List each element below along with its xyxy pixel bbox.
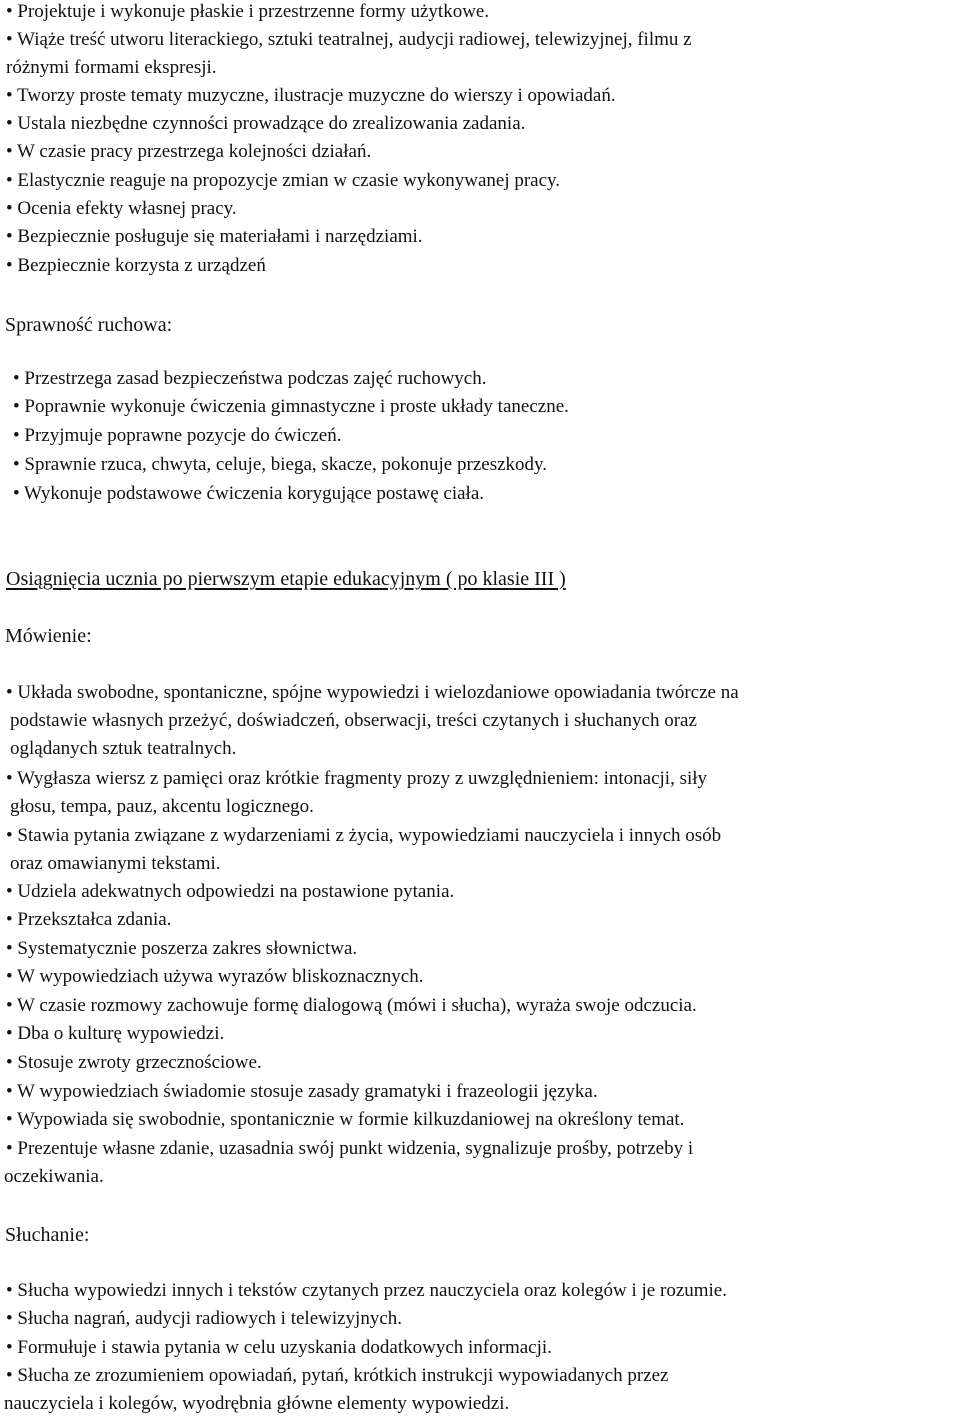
list-item: • Poprawnie wykonuje ćwiczenia gimnastyczne i proste układy taneczne. (13, 396, 569, 417)
list-item: • Projektuje i wykonuje płaskie i przestrzenne formy użytkowe. (6, 1, 490, 22)
list-item: • W czasie rozmowy zachowuje formę dialogową (mówi i słucha), wyraża swoje odczucia. (6, 995, 697, 1016)
list-item: • Słucha nagrań, audycji radiowych i telewizyjnych. (6, 1308, 403, 1329)
list-item: • Elastycznie reaguje na propozycje zmian w czasie wykonywanej pracy. (6, 170, 561, 191)
list-item: • W wypowiedziach świadomie stosuje zasady gramatyki i frazeologii języka. (6, 1081, 598, 1102)
list-item-continuation: oglądanych sztuk teatralnych. (10, 738, 237, 759)
list-item-continuation: nauczyciela i kolegów, wyodrębnia główne elementy wypowiedzi. (4, 1393, 510, 1414)
section-heading-sprawnosc: Sprawność ruchowa: (5, 314, 173, 336)
list-item: • Przekształca zdania. (6, 909, 172, 930)
list-item: • Formułuje i stawia pytania w celu uzyskania dodatkowych informacji. (6, 1337, 552, 1358)
list-item-continuation: głosu, tempa, pauz, akcentu logicznego. (10, 796, 314, 817)
list-item: • Ustala niezbędne czynności prowadzące do zrealizowania zadania. (6, 113, 526, 134)
list-item: • Stawia pytania związane z wydarzeniami z życia, wypowiedziami nauczyciela i innych osób (6, 825, 722, 846)
list-item: • Systematycznie poszerza zakres słownictwa. (6, 938, 358, 959)
list-item: • Bezpiecznie posługuje się materiałami i narzędziami. (6, 226, 423, 247)
list-item: • Słucha wypowiedzi innych i tekstów czytanych przez nauczyciela oraz kolegów i je rozumie. (6, 1280, 727, 1301)
list-item: • Bezpiecznie korzysta z urządzeń (6, 255, 266, 276)
list-item: • Ocenia efekty własnej pracy. (6, 198, 237, 219)
list-item: • Udziela adekwatnych odpowiedzi na postawione pytania. (6, 881, 455, 902)
list-item: • Przyjmuje poprawne pozycje do ćwiczeń. (13, 425, 342, 446)
list-item: • Wiąże treść utworu literackiego, sztuki teatralnej, audycji radiowej, telewizyjnej, filmu z (6, 29, 692, 50)
list-item: • Tworzy proste tematy muzyczne, ilustracje muzyczne do wierszy i opowiadań. (6, 85, 616, 106)
list-item-continuation: podstawie własnych przeżyć, doświadczeń, obserwacji, treści czytanych i słuchanych oraz (10, 710, 697, 731)
list-item-continuation: różnymi formami ekspresji. (6, 57, 217, 78)
page-title: Osiągnięcia ucznia po pierwszym etapie edukacyjnym ( po klasie III ) (6, 568, 566, 590)
section-heading-sluchanie: Słuchanie: (5, 1224, 90, 1246)
list-item: • Słucha ze zrozumieniem opowiadań, pytań, krótkich instrukcji wypowiadanych przez (6, 1365, 669, 1386)
list-item: • Sprawnie rzuca, chwyta, celuje, biega, skacze, pokonuje przeszkody. (13, 454, 548, 475)
list-item: • Wypowiada się swobodnie, spontanicznie w formie kilkuzdaniowej na określony temat. (6, 1109, 685, 1130)
list-item: • Wygłasza wiersz z pamięci oraz krótkie fragmenty prozy z uwzględnieniem: intonacji, siły (6, 768, 708, 789)
list-item: • Prezentuje własne zdanie, uzasadnia swój punkt widzenia, sygnalizuje prośby, potrzeby i (6, 1138, 694, 1159)
list-item: • W czasie pracy przestrzega kolejności działań. (6, 141, 372, 162)
section-heading-mowienie: Mówienie: (5, 625, 92, 647)
list-item-continuation: oczekiwania. (4, 1166, 104, 1187)
list-item-continuation: oraz omawianymi tekstami. (10, 853, 221, 874)
list-item: • W wypowiedziach używa wyrazów bliskoznacznych. (6, 966, 424, 987)
list-item: • Dba o kulturę wypowiedzi. (6, 1023, 225, 1044)
list-item: • Wykonuje podstawowe ćwiczenia korygujące postawę ciała. (13, 483, 485, 504)
list-item: • Układa swobodne, spontaniczne, spójne wypowiedzi i wielozdaniowe opowiadania twórcze na (6, 682, 739, 703)
list-item: • Stosuje zwroty grzecznościowe. (6, 1052, 262, 1073)
list-item: • Przestrzega zasad bezpieczeństwa podczas zajęć ruchowych. (13, 368, 487, 389)
